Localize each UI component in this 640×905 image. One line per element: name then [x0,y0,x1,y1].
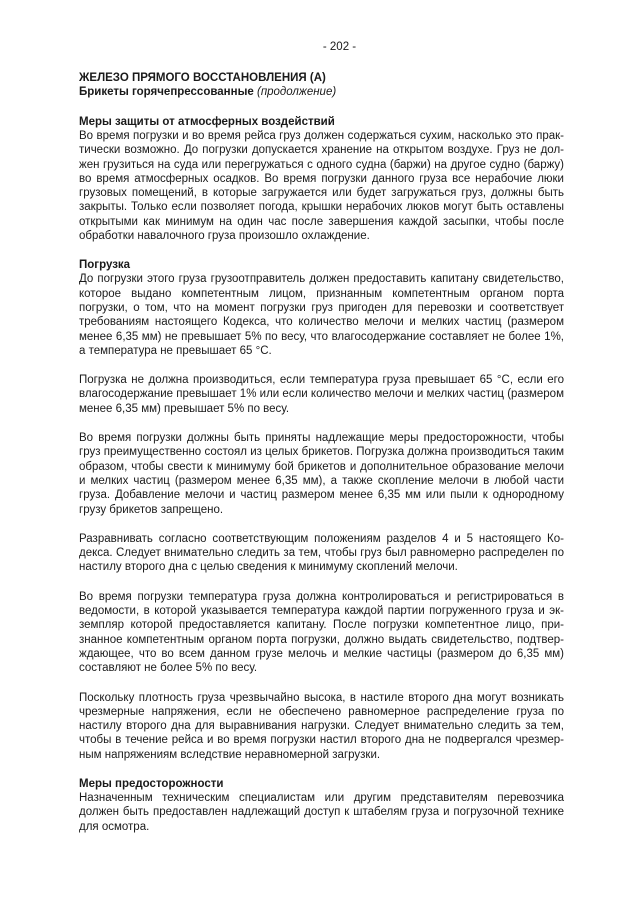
page-number: - 202 - [322,41,357,53]
paragraph: Погрузка не должна производиться, если температура груза превышает 65 °C, если его влагосодержание превышает 1% или если количество мелочи и мелких частиц (размером менее 6,35 мм) превышает 5% по весу. [79,374,564,415]
subtitle-text: Брикеты горячепрессованные [79,86,254,98]
paragraph: Разравнивать согласно соответствующим положениям разделов 4 и 5 настоящего Кодекса. Следует внимательно следить за тем, чтобы груз был равномерно распределен по настилу второго дна с целью сведения к минимуму скоплений мелочи. [79,532,564,574]
section-heading: Меры предосторожности [79,777,224,790]
section-precautions [79,777,564,834]
paragraph: Во время погрузки температура груза должна контролироваться и регистрироваться в ведомости, в которой указывается температура каждой партии погруженного груза и экземпляр которой предоставляется капитану. После погрузки компетентное лицо, признанное компетентным органом порта погрузки, должно выдать свидетельство, подтверждающее, что во всем данном грузе мелочь и мелкие частицы (размером до 6,35 мм) составляют не более 5% по весу. [79,590,564,675]
paragraph: Во время погрузки и во время рейса груз должен содержаться сухим, насколько это практически возможно. До погрузки допускается хранение на открытом воздухе. Груз не должен грузиться на суда или перегружаться с одного судна (баржи) на другое судно (баржу) во время атмосферных осадков. Во время погрузки данного груза все нерабочие люки грузовых помещений, в которые загружается или будет загружаться груз, должны быть закрыты. Только если позволяет погода, крышки нерабочих люков могут быть оставлены открытыми как минимум на один час после завершения каждой засыпки, чтобы после обработки навалочного груза произошло охлаждение. [79,130,564,243]
document-subtitle [79,85,564,99]
paragraph: Поскольку плотность груза чрезвычайно высока, в настиле второго дна могут возникать чрезмерные напряжения, если не обеспечено равномерное распределение груза по настилу второго дна для выравнивания нагрузки. Следует внимательно следить за тем, чтобы в течение рейса и во время погрузки настил второго дна не подвергался чрезмерным напряжениям вследствие неравномерной загрузки. [79,691,564,761]
document-page [79,40,564,849]
paragraph: До погрузки этого груза грузоотправитель должен предоставить капитану свидетельство, которое выдано компетентным лицом, признанным компетентным органом порта погрузки, о том, что на момент погрузки груз пригоден для перевозки и соответствует требованиям настоящего Кодекса, что количество мелочи и мелких частиц (размером менее 6,35 мм) не превышает 5% по весу, что влагосодержание составляет не более 1%, а температура не превышает 65 °C. [79,273,564,357]
paragraph: Во время погрузки должны быть приняты надлежащие меры предосторожности, чтобы груз преимущественно состоял из целых брикетов. Погрузка должна производиться таким образом, чтобы свести к минимуму бой брикетов и дополнительное образование мелочи и мелких частиц (размером менее 6,35 мм), а также скопление мелочи в любой части груза. Добавление мелочи и частиц размером менее 6,35 мм или пыли к однородному грузу брикетов запрещено. [79,432,564,516]
section-heading: Меры защиты от атмосферных воздействий [79,116,335,128]
paragraph: Назначенным техническим специалистам или другим представителям перевозчика должен быть предоставлен надлежащий доступ к штабелям груза и погрузочной технике для осмотра. [79,791,564,833]
section-weather-protection [79,115,564,243]
document-title: ЖЕЛЕЗО ПРЯМОГО ВОССТАНОВЛЕНИЯ (А) [79,72,326,84]
subtitle-note: (продолжение) [256,86,337,98]
section-heading: Погрузка [79,259,131,272]
section-loading [79,258,564,762]
